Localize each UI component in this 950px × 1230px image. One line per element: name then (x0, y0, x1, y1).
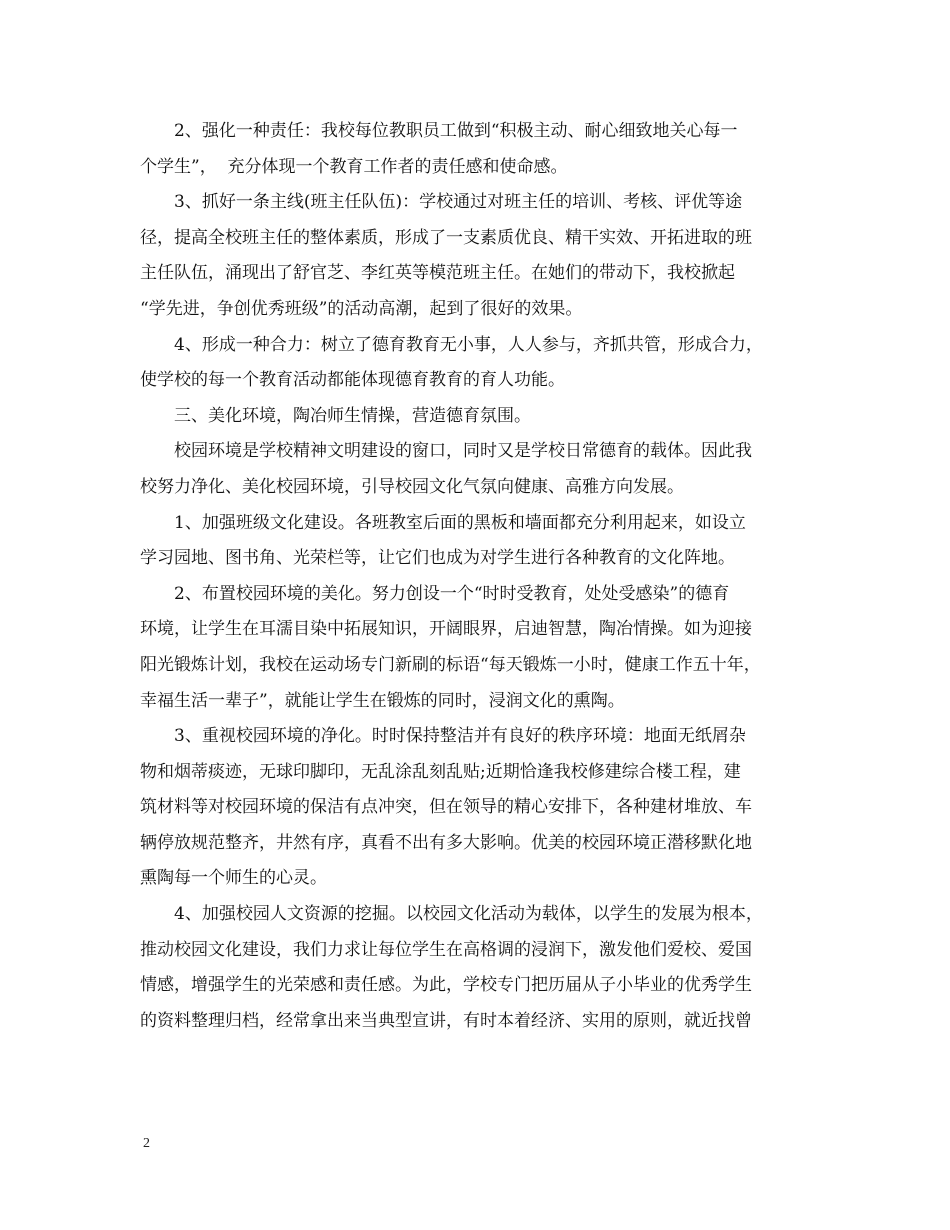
text-line: 2、布置校园环境的美化。努力创设一个“时时受教育，处处受感染”的德育 (174, 583, 730, 604)
text-line: 校努力净化、美化校园环境，引导校园文化气氛向健康、高雅方向发展。 (140, 476, 684, 497)
text-line: 的资料整理归档，经常拿出来当典型宣讲，有时本着经济、实用的原则，就近找曾 (140, 1010, 752, 1031)
text-line: 4、形成一种合力：树立了德育教育无小事，人人参与，齐抓共管，形成合力， (174, 334, 763, 355)
text-line: 3、重视校园环境的净化。时时保持整洁并有良好的秩序环境：地面无纸屑杂 (174, 726, 746, 747)
text-line: 学习园地、图书角、光荣栏等，让它们也成为对学生进行各种教育的文化阵地。 (140, 548, 735, 569)
text-line: 使学校的每一个教育活动都能体现德育教育的育人功能。 (140, 370, 565, 391)
text-line: “学先进，争创优秀班级”的活动高潮，起到了很好的效果。 (140, 298, 583, 319)
text-line: 幸福生活一辈子”，就能让学生在锻炼的同时，浸润文化的熏陶。 (140, 690, 625, 711)
text-line: 个学生”， 充分体现一个教育工作者的责任感和使命感。 (140, 156, 568, 177)
text-line: 情感，增强学生的光荣感和责任感。为此，学校专门把历届从子小毕业的优秀学生 (140, 975, 752, 996)
text-line: 径，提高全校班主任的整体素质，形成了一支素质优良、精干实效、开拓进取的班 (140, 227, 752, 248)
text-line: 4、加强校园人文资源的挖掘。以校园文化活动为载体，以学生的发展为根本， (174, 904, 763, 925)
text-line: 三、美化环境，陶冶师生情操，营造德育氛围。 (174, 405, 531, 426)
text-line: 2、强化一种责任：我校每位教职员工做到“积极主动、耐心细致地关心每一 (174, 121, 738, 141)
page-number: 2 (143, 1136, 150, 1151)
text-line: 环境，让学生在耳濡目染中拓展知识，开阔眼界，启迪智慧，陶冶情操。如为迎接 (140, 619, 752, 640)
text-line: 熏陶每一个师生的心灵。 (140, 868, 327, 889)
text-line: 筑材料等对校园环境的保洁有点冲突，但在领导的精心安排下，各种建材堆放、车 (140, 797, 752, 818)
text-line: 3、抓好一条主线(班主任队伍)：学校通过对班主任的培训、考核、评优等途 (174, 192, 743, 213)
text-line: 1、加强班级文化建设。各班教室后面的黑板和墙面都充分利用起来，如设立 (174, 512, 746, 533)
text-line: 校园环境是学校精神文明建设的窗口，同时又是学校日常德育的载体。因此我 (174, 441, 752, 462)
text-line: 推动校园文化建设，我们力求让每位学生在高格调的浸润下，激发他们爱校、爱国 (140, 939, 752, 960)
text-line: 主任队伍，涌现出了舒官芝、李红英等模范班主任。在她们的带动下，我校掀起 (140, 263, 735, 284)
text-line: 辆停放规范整齐，井然有序，真看不出有多大影响。优美的校园环境正潜移默化地 (140, 832, 752, 853)
text-line: 物和烟蒂痰迹，无球印脚印，无乱涂乱刻乱贴;近期恰逢我校修建综合楼工程，建 (140, 761, 741, 782)
body-text (140, 114, 812, 1039)
text-line: 阳光锻炼计划，我校在运动场专门新刷的标语“每天锻炼一小时，健康工作五十年， (140, 654, 761, 675)
